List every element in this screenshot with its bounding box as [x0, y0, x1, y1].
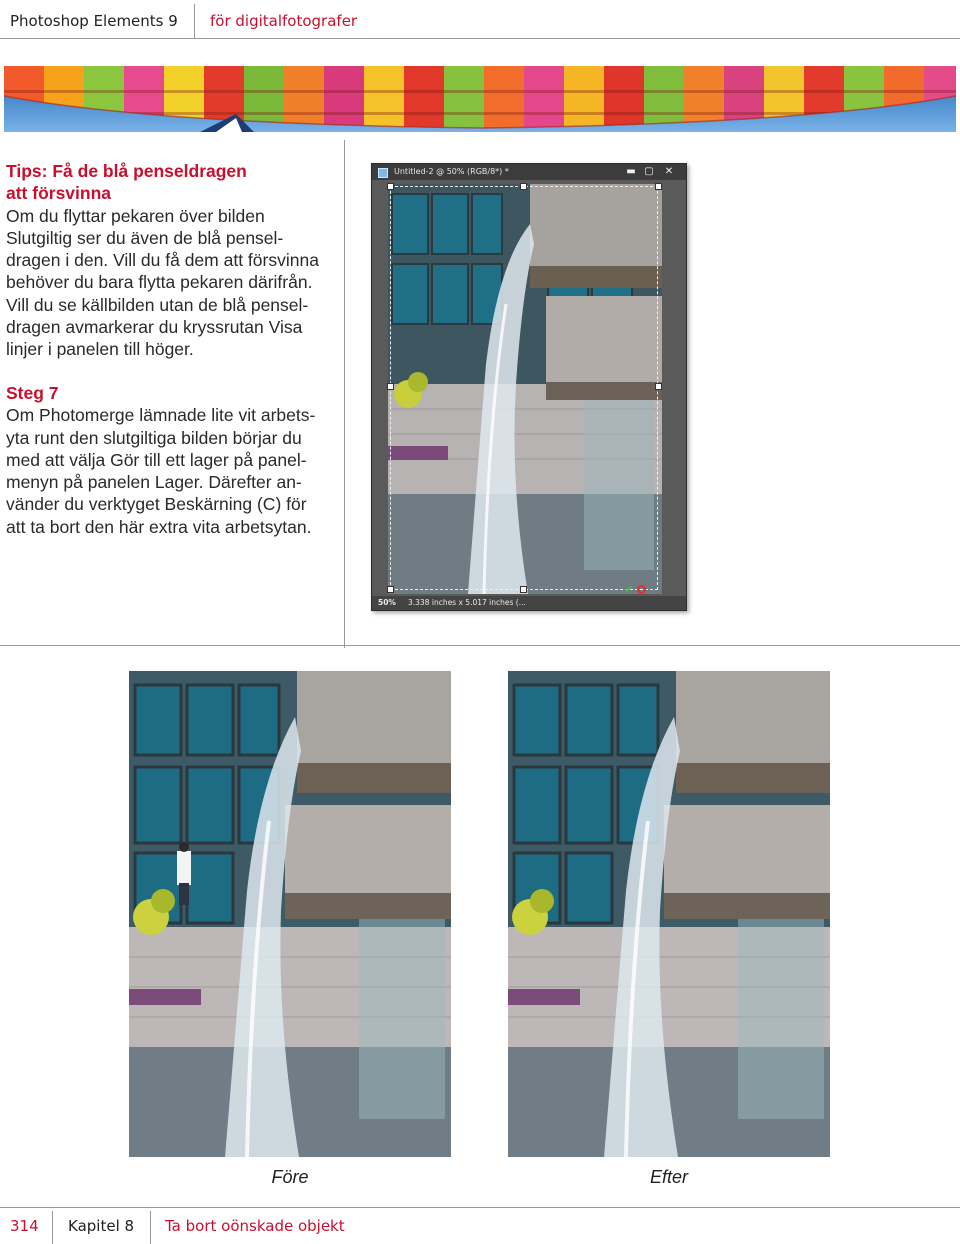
balloon-banner-image — [4, 66, 956, 132]
commit-check-icon[interactable]: ✔ — [624, 583, 634, 596]
crop-handle[interactable] — [520, 183, 527, 190]
before-photo — [129, 671, 451, 1157]
after-caption: Efter — [649, 1167, 688, 1187]
chapter-title: Ta bort oönskade objekt — [165, 1217, 345, 1235]
step-line: yta runt den slutgiltiga bilden börjar du — [6, 427, 302, 448]
close-button[interactable]: ✕ — [664, 166, 674, 177]
footer-divider — [150, 1211, 151, 1244]
tip-line: Slutgiltig ser du även de blå pensel- — [6, 227, 284, 248]
column-divider — [344, 140, 345, 648]
footer-rule — [0, 1207, 960, 1208]
book-title: Photoshop Elements 9 — [10, 12, 178, 30]
after-photo — [508, 671, 830, 1157]
document-window — [371, 163, 687, 611]
step-heading: Steg 7 — [6, 383, 59, 403]
step-line: med att välja Gör till ett lager på panel- — [6, 449, 307, 470]
document-titlebar[interactable] — [372, 164, 686, 180]
chapter-label: Kapitel 8 — [68, 1217, 135, 1235]
header-divider — [194, 4, 195, 38]
step-line: att ta bort den här extra vita arbetsytan. — [6, 516, 312, 537]
crop-handle[interactable] — [387, 383, 394, 390]
document-statusbar — [372, 596, 686, 610]
tip-heading: Tips: Få de blå penseldragen — [6, 161, 247, 181]
cancel-icon[interactable] — [637, 585, 646, 594]
tip-section — [6, 160, 336, 361]
page-header — [0, 0, 960, 44]
tip-heading-cont: att försvinna — [6, 183, 112, 204]
minimize-button[interactable]: ▬ — [626, 166, 636, 177]
step-section — [6, 382, 336, 538]
tip-line: linjer i panelen till höger. — [6, 339, 194, 360]
crop-handle[interactable] — [387, 586, 394, 593]
crop-marquee[interactable] — [390, 186, 658, 590]
crop-handle[interactable] — [655, 183, 662, 190]
footer-divider — [52, 1211, 53, 1244]
tip-line: dragen i den. Vill du få dem att försvinna — [6, 250, 319, 271]
maximize-button[interactable]: ▢ — [644, 166, 654, 177]
crop-handle[interactable] — [655, 383, 662, 390]
tip-line: dragen avmarkerar du kryssrutan Visa — [6, 317, 303, 338]
page-number: 314 — [10, 1217, 39, 1235]
book-subtitle: för digitalfotografer — [210, 12, 358, 30]
crop-handle[interactable] — [520, 586, 527, 593]
tip-line: behöver du bara flytta pekaren därifrån. — [6, 272, 313, 293]
document-icon — [378, 168, 388, 178]
document-title: Untitled-2 @ 50% (RGB/8*) * — [394, 167, 509, 176]
header-rule — [0, 38, 960, 39]
crop-handle[interactable] — [387, 183, 394, 190]
crop-commit-controls — [624, 584, 648, 596]
document-dimensions: 3.338 inches x 5.017 inches (... — [408, 598, 526, 607]
section-rule — [0, 645, 960, 646]
zoom-level[interactable]: 50% — [378, 598, 396, 607]
tip-line: Om du flyttar pekaren över bilden — [6, 205, 265, 226]
page-footer — [0, 1207, 960, 1244]
step-line: menyn på panelen Lager. Därefter an- — [6, 472, 302, 493]
step-line: Om Photomerge lämnade lite vit arbets- — [6, 405, 316, 426]
step-line: vänder du verktyget Beskärning (C) för — [6, 494, 307, 515]
before-caption: Före — [271, 1167, 309, 1187]
tip-line: Vill du se källbilden utan de blå pensel- — [6, 294, 309, 315]
